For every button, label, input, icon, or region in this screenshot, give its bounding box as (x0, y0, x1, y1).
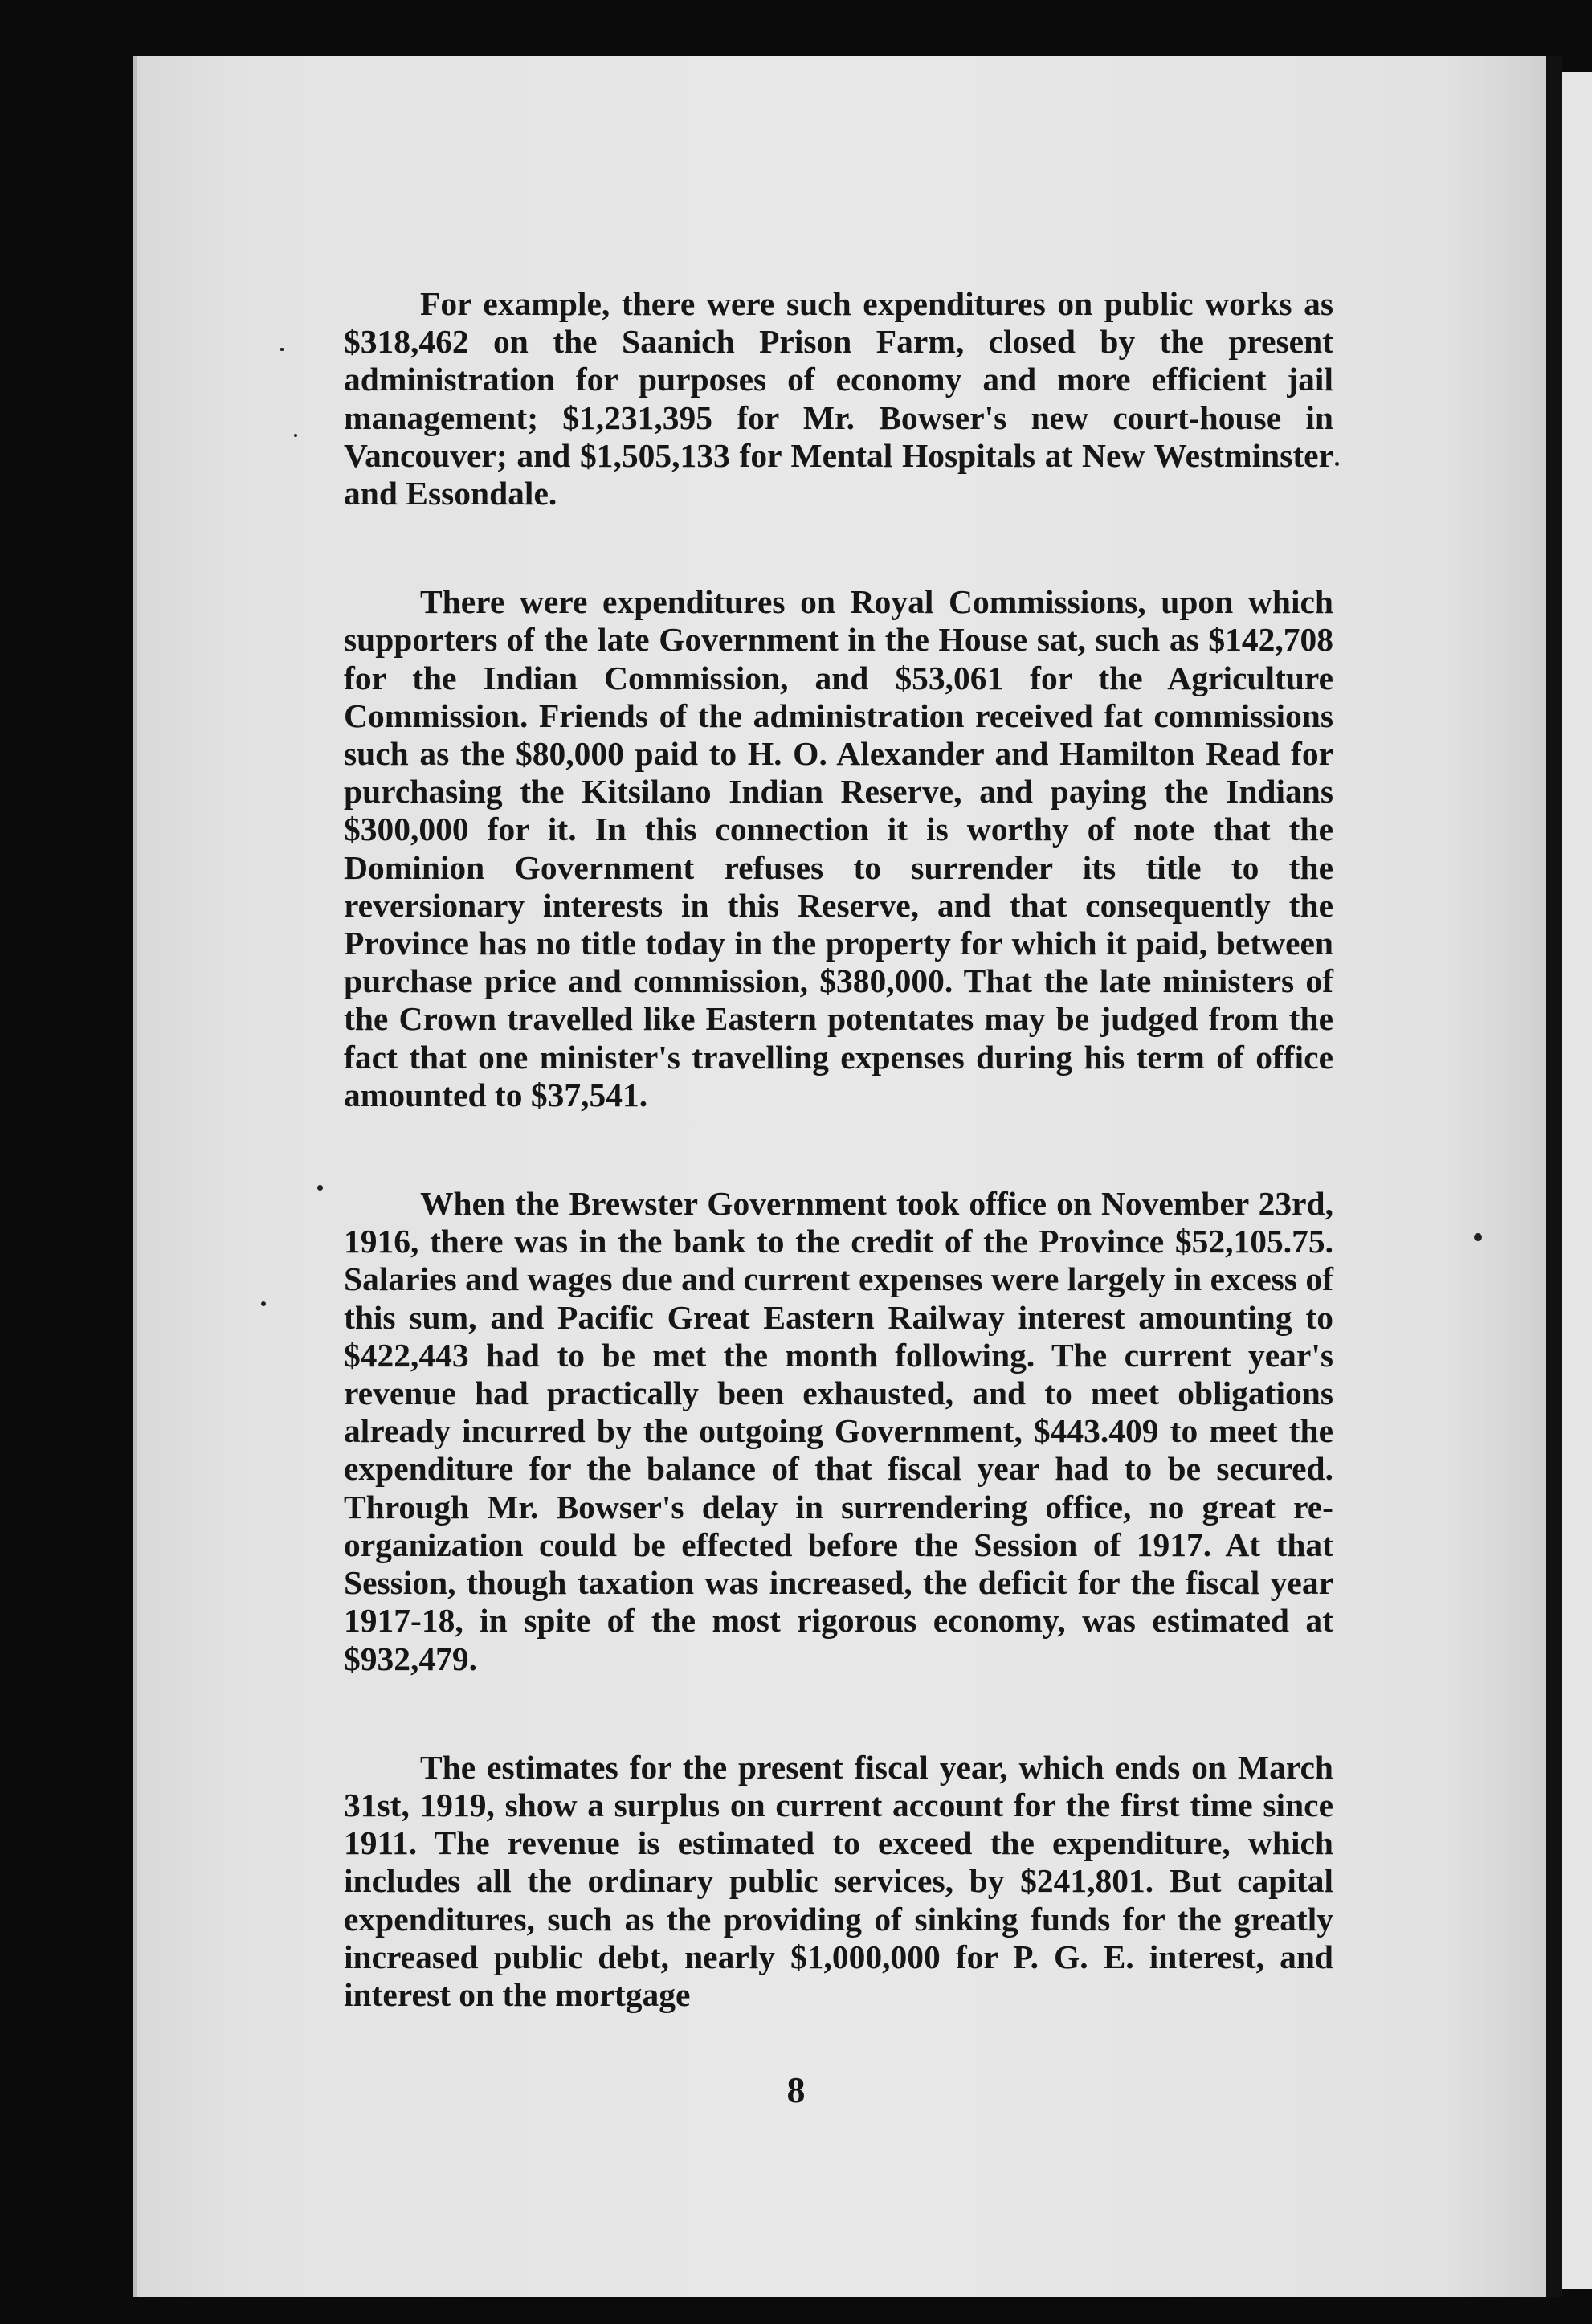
adjacent-page-strip (1562, 72, 1592, 2289)
scan-speck (1474, 1233, 1482, 1241)
page-edge-shadow (1546, 56, 1562, 2297)
page-number: 8 (786, 2069, 806, 2110)
scan-speck (294, 434, 297, 437)
scan-speck (261, 1301, 266, 1306)
paragraph-1: For example, there were such expenditures on public works as $318,462 on the Saanich Prison Farm, closed by the present administration for purposes of economy and more efficient jail management; $1,231,395 for Mr. Bowser's new court-house in Vancouver; and $1,505,133 for Mental Hospitals at New Westminster and Essondale. (344, 285, 1333, 513)
paragraph-3: When the Brewster Government took office on November 23rd, 1916, there was in the bank to the credit of the Province $52,105.75. Salaries and wages due and current expenses were largely in excess of this sum, and Pacific Great Eastern Railway interest amounting to $422,443 had to be met the month following. The current year's revenue had practically been exhausted, and to meet obligations already incurred by the outgoing Government, $443.409 to meet the expenditure for the balance of that fiscal year had to be secured. Through Mr. Bowser's delay in surrendering office, no great re-organization could be effected before the Session of 1917. At that Session, though taxation was increased, the deficit for the fiscal year 1917-18, in spite of the most rigorous economy, was estimated at $932,479. (344, 1185, 1333, 1677)
scan-speck (1335, 462, 1339, 466)
paragraph-4: The estimates for the present fiscal year, which ends on March 31st, 1919, show a surplus on current account for the first time since 1911. The revenue is estimated to exceed the expenditure, which includes all the ordinary public services, by $241,801. But capital expenditures, such as the providing of sinking funds for the greatly increased public debt, nearly $1,000,000 for P. G. E. interest, and interest on the mortgage (344, 1748, 1333, 2013)
paragraph-2: There were expenditures on Royal Commissions, upon which supporters of the late Government in the House sat, such as $142,708 for the Indian Commission, and $53,061 for the Agriculture Commission. Friends of the administration received fat commissions such as the $80,000 paid to H. O. Alexander and Hamilton Read for purchasing the Kitsilano Indian Reserve, and paying the Indians $300,000 for it. In this connection it is worthy of note that the Dominion Government refuses to surrender its title to the reversionary interests in this Reserve, and that consequently the Province has no title today in the property for which it paid, between purchase price and commission, $380,000. That the late ministers of the Crown travelled like Eastern potentates may be judged from the fact that one minister's travelling expenses during his term of office amounted to $37,541. (344, 583, 1333, 1113)
body-text (344, 285, 1333, 2014)
scan-speck (280, 348, 284, 351)
scan-speck (317, 1185, 323, 1191)
